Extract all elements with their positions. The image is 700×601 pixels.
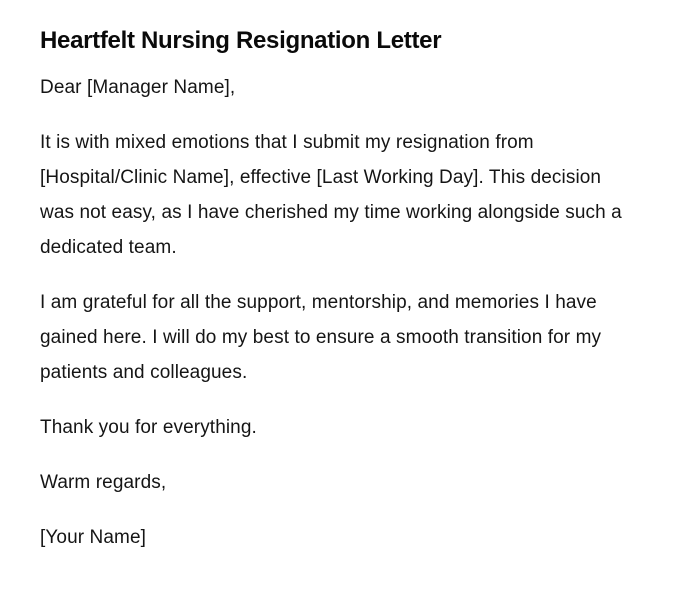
salutation: Dear [Manager Name], — [40, 77, 236, 98]
body-paragraph-1: It is with mixed emotions that I submit my resignation from [Hospital/Clinic Name], effective [Last Working Day]. This decision was not easy, as I have cherished my time working alongside such a dedicated team. — [40, 132, 622, 258]
letter-title: Heartfelt Nursing Resignation Letter — [40, 27, 442, 54]
signature: [Your Name] — [40, 527, 147, 548]
closing-line: Thank you for everything. — [40, 417, 257, 438]
body-paragraph-2: I am grateful for all the support, mentorship, and memories I have gained here. I will do my best to ensure a smooth transition for my patients and colleagues. — [40, 292, 602, 383]
sign-off: Warm regards, — [40, 472, 167, 493]
